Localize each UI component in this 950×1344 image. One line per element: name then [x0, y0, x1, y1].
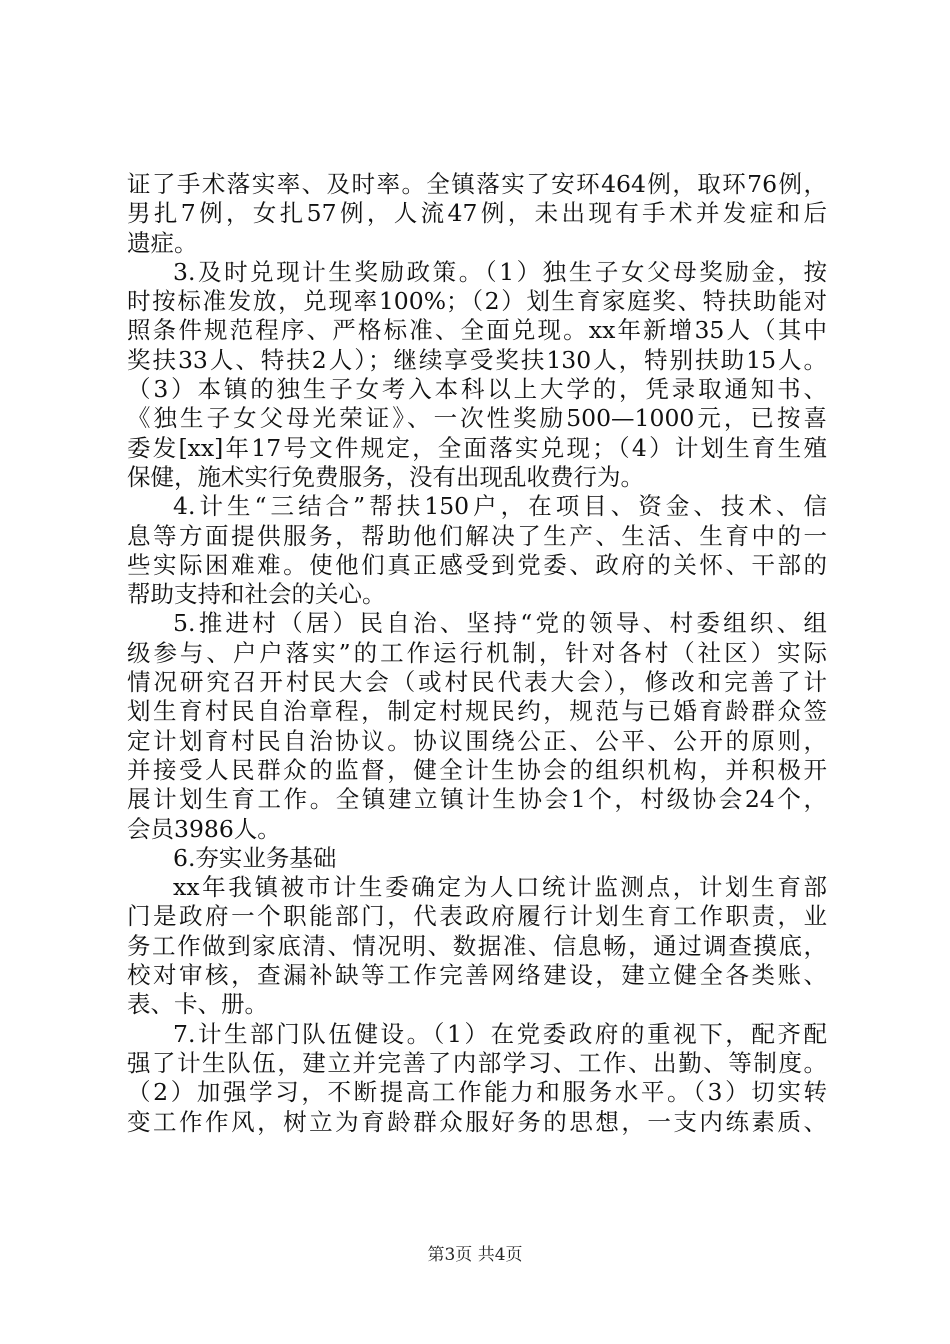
text-line: 变工作作风，树立为育龄群众服好务的思想，一支内练素质、: [127, 1107, 827, 1136]
text-line: 男扎7例，女扎57例，人流47例，未出现有手术并发症和后: [127, 199, 827, 228]
section-heading: 6.夯实业务基础: [173, 843, 337, 872]
text-line: 并接受人民群众的监督，健全计生协会的组织机构，并积极开: [127, 755, 827, 784]
text-line: 遗症。: [127, 228, 198, 257]
text-line: 息等方面提供服务，帮助他们解决了生产、生活、生育中的一: [127, 521, 827, 550]
text-line: 表、卡、册。: [127, 990, 268, 1019]
text-line: 帮助支持和社会的关心。: [127, 580, 386, 609]
document-body: [127, 170, 827, 1137]
text-line: 时按标准发放，兑现率100%；（2）划生育家庭奖、特扶助能对: [127, 287, 827, 316]
text-line: 展计划生育工作。全镇建立镇计生协会1个，村级协会24个，: [127, 785, 827, 814]
text-line: 3.及时兑现计生奖励政策。（1）独生子女父母奖励金，按: [173, 257, 827, 286]
text-line: 会员3986人。: [127, 814, 281, 843]
text-line: 情况研究召开村民大会（或村民代表大会），修改和完善了计: [127, 668, 827, 697]
text-line: 照条件规范程序、严格标准、全面兑现。xx年新增35人（其中: [127, 316, 827, 345]
text-line: 级参与、户户落实”的工作运行机制，针对各村（社区）实际: [127, 638, 827, 667]
text-line: 务工作做到家底清、情况明、数据准、信息畅，通过调查摸底，: [127, 931, 827, 960]
text-line: 4.计生“三结合”帮扶150户，在项目、资金、技术、信: [173, 492, 827, 521]
text-line: 《独生子女父母光荣证》、一次性奖励500—1000元，已按喜: [127, 404, 827, 433]
text-line: 强了计生队伍，建立并完善了内部学习、工作、出勤、等制度。: [127, 1048, 827, 1077]
text-line: 委发[xx]年17号文件规定，全面落实兑现；（4）计划生育生殖: [127, 433, 827, 462]
text-line: 奖扶33人、特扶2人）；继续享受奖扶130人，特别扶助15人。: [127, 345, 827, 374]
text-line: （2）加强学习，不断提高工作能力和服务水平。（3）切实转: [127, 1078, 827, 1107]
text-line: 校对审核，查漏补缺等工作完善网络建设，建立健全各类账、: [127, 961, 827, 990]
text-line: 保健，施术实行免费服务，没有出现乱收费行为。: [127, 462, 644, 491]
text-line: 划生育村民自治章程，制定村规民约，规范与已婚育龄群众签: [127, 697, 827, 726]
text-line: 些实际困难难。使他们真正感受到党委、政府的关怀、干部的: [127, 550, 827, 579]
text-line: 7.计生部门队伍健设。（1）在党委政府的重视下，配齐配: [173, 1019, 827, 1048]
text-line: 5.推进村（居）民自治、坚持“党的领导、村委组织、组: [173, 609, 827, 638]
page-number-footer: 第3页 共4页: [427, 1245, 523, 1265]
text-line: 门是政府一个职能部门，代表政府履行计划生育工作职责，业: [127, 902, 827, 931]
text-line: （3）本镇的独生子女考入本科以上大学的，凭录取通知书、: [127, 375, 827, 404]
text-line: xx年我镇被市计生委确定为人口统计监测点，计划生育部: [173, 873, 827, 902]
text-line: 证了手术落实率、及时率。全镇落实了安环464例，取环76例，: [127, 170, 827, 198]
text-line: 定计划育村民自治协议。协议围绕公正、公平、公开的原则，: [127, 726, 827, 755]
